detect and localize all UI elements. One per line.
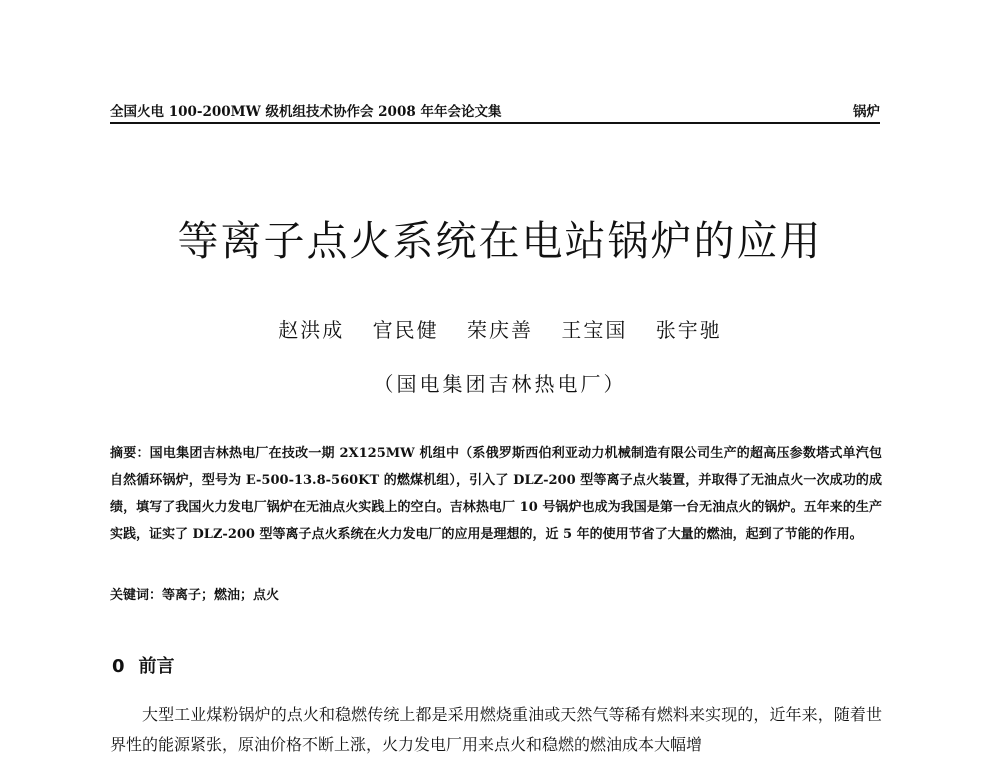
abstract: [110, 440, 882, 548]
keywords: [110, 584, 882, 603]
section-category: 锅炉: [853, 104, 880, 120]
author-list: [0, 314, 1000, 343]
running-header: [110, 100, 880, 124]
proceedings-title: 全国火电 100-200MW 级机组技术协作会 2008 年年会论文集: [110, 104, 502, 120]
author-name: 张宇驰: [655, 318, 722, 342]
keywords-label: 关键词：: [110, 588, 163, 603]
paper-title: 等离子点火系统在电站锅炉的应用: [177, 217, 823, 265]
author-name: 荣庆善: [467, 318, 533, 342]
abstract-label: 摘要：: [110, 446, 150, 461]
section-number: 0: [112, 656, 125, 677]
section-title: 前言: [138, 656, 175, 677]
keywords-text: 等离子；燃油；点火: [162, 588, 280, 603]
section-heading: [112, 652, 175, 678]
author-name: 赵洪成: [278, 318, 345, 342]
body-paragraph: 大型工业煤粉锅炉的点火和稳燃传统上都是采用燃烧重油或天然气等稀有燃料来实现的，近年来，随着世界性的能源紧张，原油价格不断上涨，火力发电厂用来点火和稳燃的燃油成本大幅增: [110, 705, 882, 754]
author-name: 王宝国: [561, 318, 628, 342]
abstract-text: 国电集团吉林热电厂在技改一期 2X125MW 机组中（系俄罗斯西伯利亚动力机械制造有限公司生产的超高压参数塔式单汽包自然循环锅炉，型号为 E-500-13.8-560KT 的燃煤机组），引入了 DLZ-200 型等离子点火装置，并取得了无油点火一次成功的成绩，填写了我国火力发电厂锅炉在无油点火实践上的空白。吉林热电厂 10 号锅炉也成为我国是第一台无油点火的锅炉。五年来的生产实践，证实了 DLZ-200 型等离子点火系统在火力发电厂的应用是理想的，近 5 年的使用节省了大量的燃油，起到了节能的作用。: [110, 446, 882, 542]
affiliation: （国电集团吉林热电厂）: [373, 372, 627, 396]
author-name: 官民健: [372, 318, 439, 342]
